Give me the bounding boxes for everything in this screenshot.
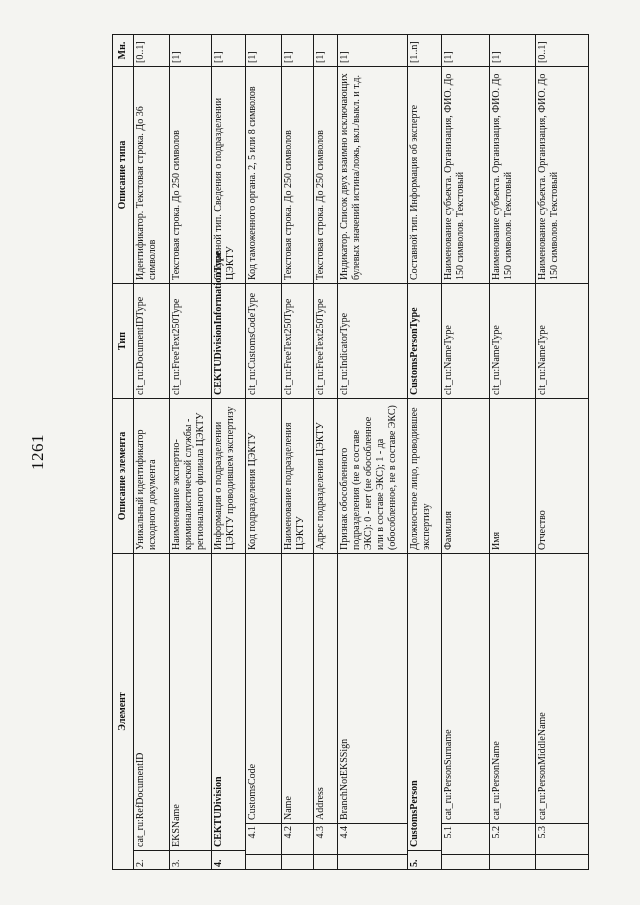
sub-number: 5.1 xyxy=(442,823,489,854)
element-description: Отчество xyxy=(536,399,589,554)
element-name: cat_ru:PersonMiddleName xyxy=(537,712,548,820)
table-row xyxy=(134,35,170,870)
type-description: Текстовая строка. До 250 символов xyxy=(282,67,314,284)
page-number: 1261 xyxy=(28,434,47,470)
type-description: Текстовая строка. До 250 символов xyxy=(170,67,212,284)
element-name: Name xyxy=(283,796,294,820)
multiplicity: [1..n] xyxy=(408,35,442,67)
type-name: clt_ru:CustomsCodeType xyxy=(246,284,282,399)
element-name: CustomsPerson xyxy=(409,780,420,847)
table-row xyxy=(282,35,314,870)
table-row xyxy=(490,35,536,870)
type-description: Составной тип. Сведения о подразделении ЦЭКТУ xyxy=(212,67,246,284)
multiplicity: [1] xyxy=(490,35,536,67)
type-name: CustomsPersonType xyxy=(408,284,442,399)
sub-number: 5.2 xyxy=(490,823,535,854)
element-description: Адрес подразделения ЦЭКТУ xyxy=(314,399,338,554)
type-description: Составной тип. Информация об эксперте xyxy=(408,67,442,284)
header-multiplicity: Мн. xyxy=(113,35,134,67)
header-element-description: Описание элемента xyxy=(113,399,134,554)
element-cell xyxy=(536,554,589,870)
element-name: CustomsCode xyxy=(247,763,258,820)
multiplicity: [1] xyxy=(170,35,212,67)
type-name: CEKTUDivisionInformationType xyxy=(212,284,246,399)
sub-number: 4.1 xyxy=(246,823,281,854)
type-name: clt_ru:FreeText250Type xyxy=(314,284,338,399)
elements-table xyxy=(112,34,589,870)
element-description: Признак обособленного подразделения (не в составе ЭКС): 0 - нет (не обособленное или в составе ЭКС); 1 - да (обособленное, не в составе ЭКС) xyxy=(338,399,408,554)
element-description: Наименование экспертно-криминалистической службы - регионального филиала ЦЭКТУ xyxy=(170,399,212,554)
indent-cell xyxy=(490,854,535,869)
element-cell xyxy=(282,554,314,870)
type-description: Идентификатор. Текстовая строка. До 36 символов xyxy=(134,67,170,284)
type-name: clt_ru:IndicatorType xyxy=(338,284,408,399)
element-description: Уникальный идентификатор исходного документа xyxy=(134,399,170,554)
element-description: Наименование подразделения ЦЭКТУ xyxy=(282,399,314,554)
indent-cell xyxy=(282,854,313,869)
element-description: Должностное лицо, проводившее экспертизу xyxy=(408,399,442,554)
indent-cell xyxy=(536,854,588,869)
element-name: cat_ru:PersonName xyxy=(491,741,502,820)
sub-number: 4.4 xyxy=(338,823,407,854)
sub-number: 5.3 xyxy=(536,823,588,854)
element-cell xyxy=(338,554,408,870)
table-row xyxy=(536,35,589,870)
header-type: Тип xyxy=(113,284,134,399)
row-number: 4. xyxy=(212,850,245,869)
table-row xyxy=(170,35,212,870)
sub-number: 4.2 xyxy=(282,823,313,854)
element-name: cat_ru:PersonSurname xyxy=(443,729,454,820)
type-description: Наименование субъекта. Организация, ФИО. До 150 символов. Текстовый xyxy=(536,67,589,284)
multiplicity: [0..1] xyxy=(134,35,170,67)
element-cell xyxy=(170,554,212,870)
row-number: 3. xyxy=(170,850,211,869)
indent-cell xyxy=(442,854,489,869)
type-name: clt_ru:FreeText250Type xyxy=(170,284,212,399)
element-name: BranchNotEKSSign xyxy=(339,738,350,820)
row-number: 5. xyxy=(408,850,441,869)
type-description: Текстовая строка. До 250 символов xyxy=(314,67,338,284)
element-name: Address xyxy=(315,787,326,820)
indent-cell xyxy=(314,854,337,869)
element-description: Код подразделения ЦЭКТУ xyxy=(246,399,282,554)
sub-number: 4.3 xyxy=(314,823,337,854)
indent-cell xyxy=(246,854,281,869)
type-description: Индикатор. Список двух взаимно исключающих булевых значений истина/ложь, вкл./выкл. и т.д. xyxy=(338,67,408,284)
element-description: Имя xyxy=(490,399,536,554)
element-name: CEKTUDivision xyxy=(213,776,224,847)
type-name: clt_ru:NameType xyxy=(536,284,589,399)
multiplicity: [1] xyxy=(246,35,282,67)
type-name: clt_ru:FreeText250Type xyxy=(282,284,314,399)
header-element: Элемент xyxy=(113,554,134,870)
element-description: Информация о подразделении ЦЭКТУ проводившем экспертизу xyxy=(212,399,246,554)
rotated-table-wrapper xyxy=(112,35,587,870)
table-row xyxy=(442,35,490,870)
row-number: 2. xyxy=(134,850,169,869)
multiplicity: [1] xyxy=(212,35,246,67)
type-description: Код таможенного органа. 2, 5 или 8 символов xyxy=(246,67,282,284)
element-name: EKSName xyxy=(171,804,182,847)
type-description: Наименование субъекта. Организация, ФИО. До 150 символов. Текстовый xyxy=(490,67,536,284)
multiplicity: [1] xyxy=(338,35,408,67)
multiplicity: [1] xyxy=(314,35,338,67)
table-row xyxy=(246,35,282,870)
element-cell xyxy=(212,554,246,870)
type-description: Наименование субъекта. Организация, ФИО. До 150 символов. Текстовый xyxy=(442,67,490,284)
table-row xyxy=(408,35,442,870)
element-name: cat_ru:RefDocumentID xyxy=(135,752,146,847)
header-type-description: Описание типа xyxy=(113,67,134,284)
table-header-row xyxy=(113,35,134,870)
type-name: clt_ru:NameType xyxy=(490,284,536,399)
element-cell xyxy=(314,554,338,870)
type-name: clt_ru:DocumentIDType xyxy=(134,284,170,399)
table-row xyxy=(338,35,408,870)
multiplicity: [1] xyxy=(442,35,490,67)
element-cell xyxy=(442,554,490,870)
element-cell xyxy=(490,554,536,870)
multiplicity: [1] xyxy=(282,35,314,67)
table-row xyxy=(314,35,338,870)
type-name: clt_ru:NameType xyxy=(442,284,490,399)
element-cell xyxy=(134,554,170,870)
multiplicity: [0..1] xyxy=(536,35,589,67)
element-cell xyxy=(246,554,282,870)
indent-cell xyxy=(338,854,407,869)
element-cell xyxy=(408,554,442,870)
element-description: Фамилия xyxy=(442,399,490,554)
table-row xyxy=(212,35,246,870)
